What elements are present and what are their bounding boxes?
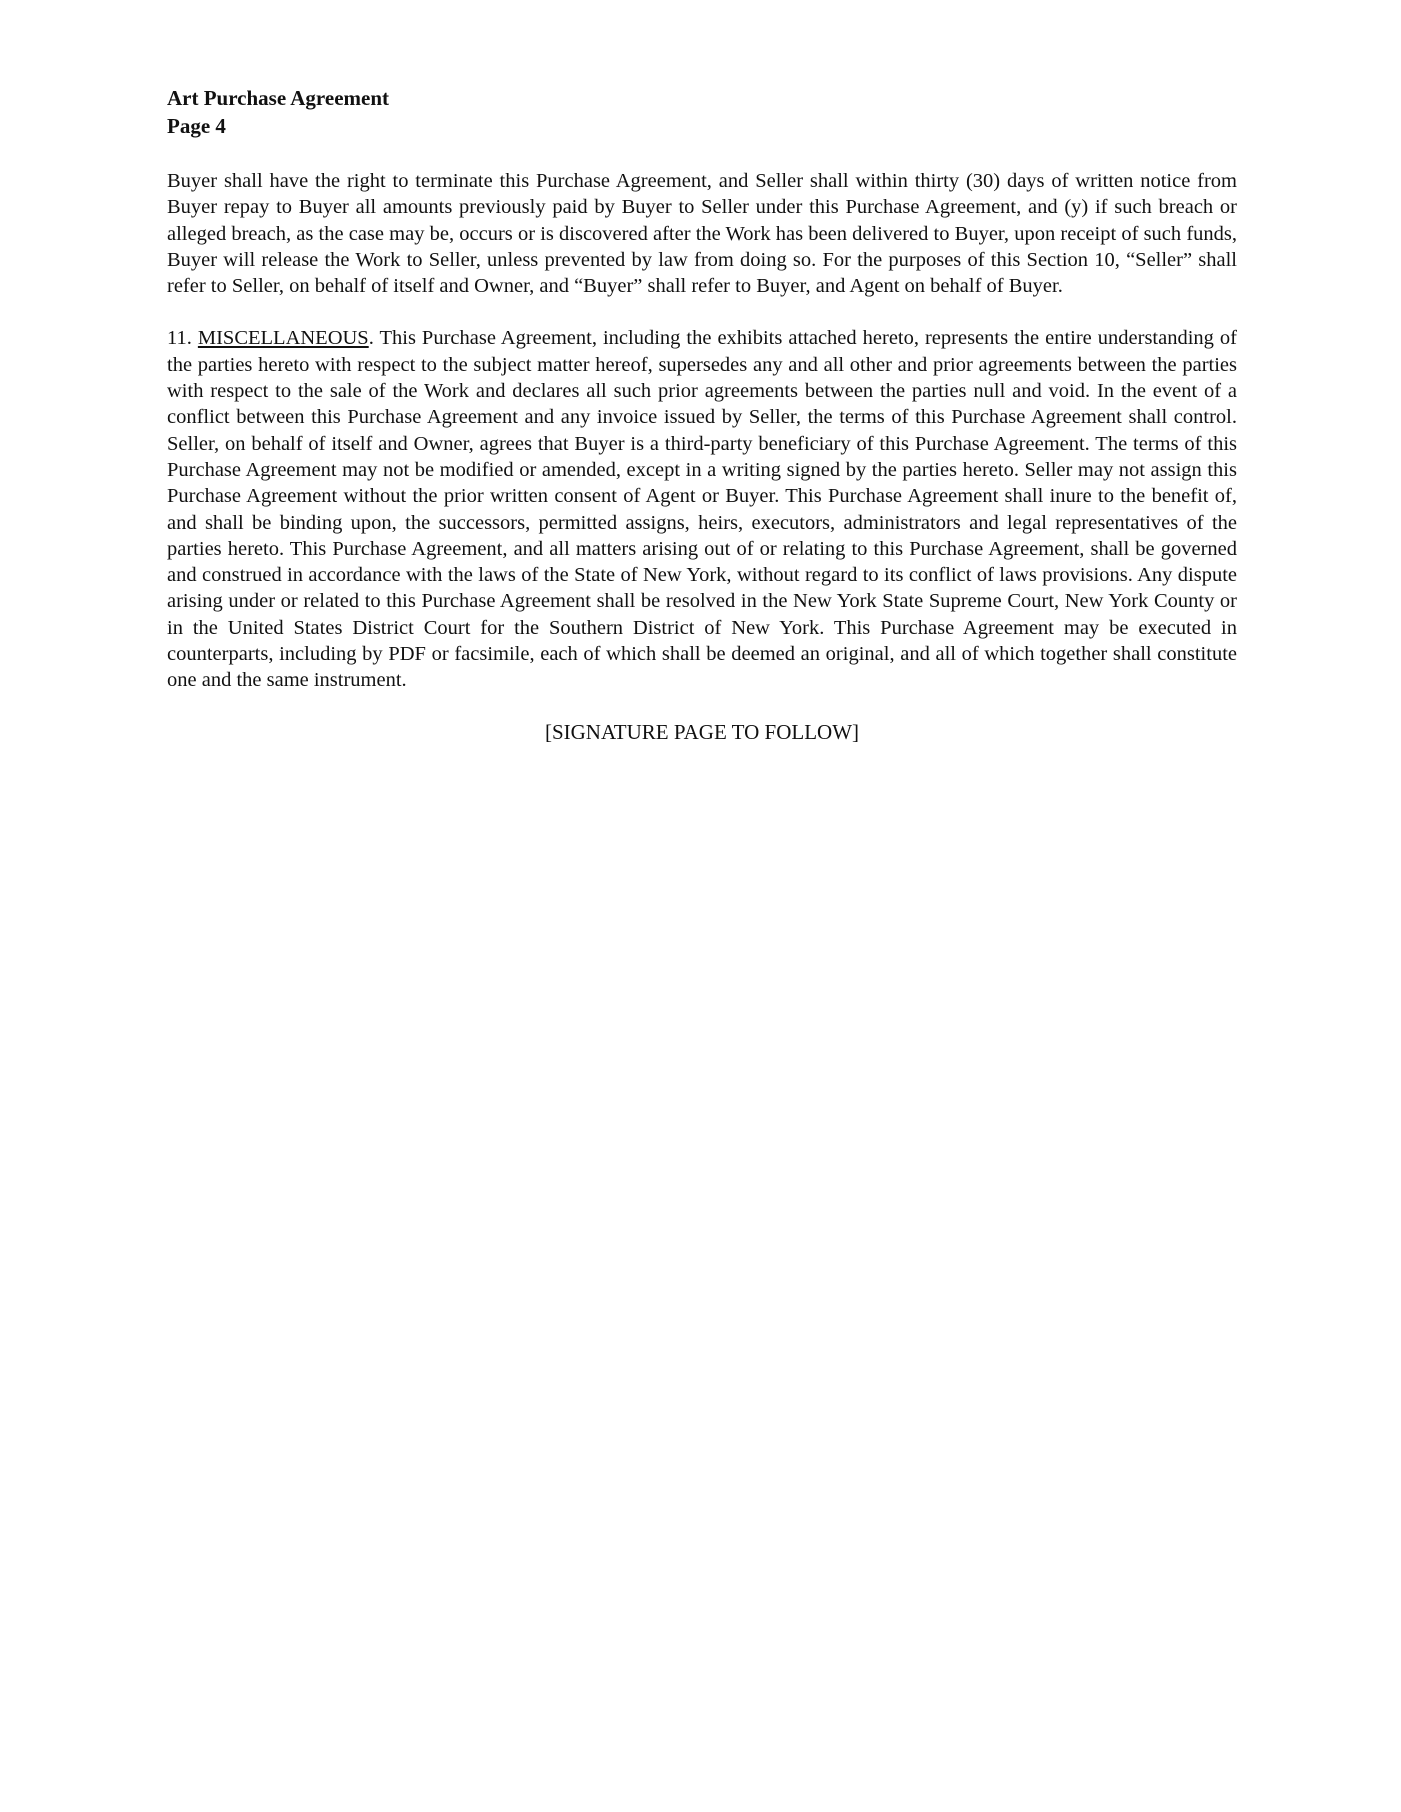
section-number: 11.: [167, 327, 192, 350]
document-title: Art Purchase Agreement: [167, 86, 389, 110]
page-content: [167, 84, 1237, 767]
paragraph-section-11: [167, 325, 1237, 693]
paragraph-termination: Buyer shall have the right to terminate this Purchase Agreement, and Seller shall within thirty (30) days of written notice from Buyer repay to Buyer all amounts previously paid by Buyer to Seller under this Purchase Agreement, and (y) if such breach or alleged breach, as the case may be, occurs or is discovered after the Work has been delivered to Buyer, upon receipt of such funds, Buyer will release the Work to Seller, unless prevented by law from doing so. For the purposes of this Section 10, “Seller” shall refer to Seller, on behalf of itself and Owner, and “Buyer” shall refer to Buyer, and Agent on behalf of Buyer.: [167, 170, 1237, 298]
section-body: . This Purchase Agreement, including the exhibits attached hereto, represents the entire understanding of the parties hereto with respect to the subject matter hereof, supersedes any and all other and prior agreements between the parties with respect to the sale of the Work and declares all such prior agreements between the parties null and void. In the event of a conflict between this Purchase Agreement and any invoice issued by Seller, the terms of this Purchase Agreement shall control. Seller, on behalf of itself and Owner, agrees that Buyer is a third-party beneficiary of this Purchase Agreement. The terms of this Purchase Agreement may not be modified or amended, except in a writing signed by the parties hereto. Seller may not assign this Purchase Agreement without the prior written consent of Agent or Buyer. This Purchase Agreement shall inure to the benefit of, and shall be binding upon, the successors, permitted assigns, heirs, executors, administrators and legal representatives of the parties hereto. This Purchase Agreement, and all matters arising out of or relating to this Purchase Agreement, shall be governed and construed in accordance with the laws of the State of New York, without regard to its conflict of laws provisions. Any dispute arising under or related to this Purchase Agreement shall be resolved in the New York State Supreme Court, New York County or in the United States District Court for the Southern District of New York. This Purchase Agreement may be executed in counterparts, including by PDF or facsimile, each of which shall be deemed an original, and all of which together shall constitute one and the same instrument.: [167, 327, 1237, 692]
signature-page-note: [SIGNATURE PAGE TO FOLLOW]: [544, 719, 860, 744]
page-number: Page 4: [167, 114, 226, 138]
section-heading: MISCELLANEOUS: [197, 327, 369, 350]
